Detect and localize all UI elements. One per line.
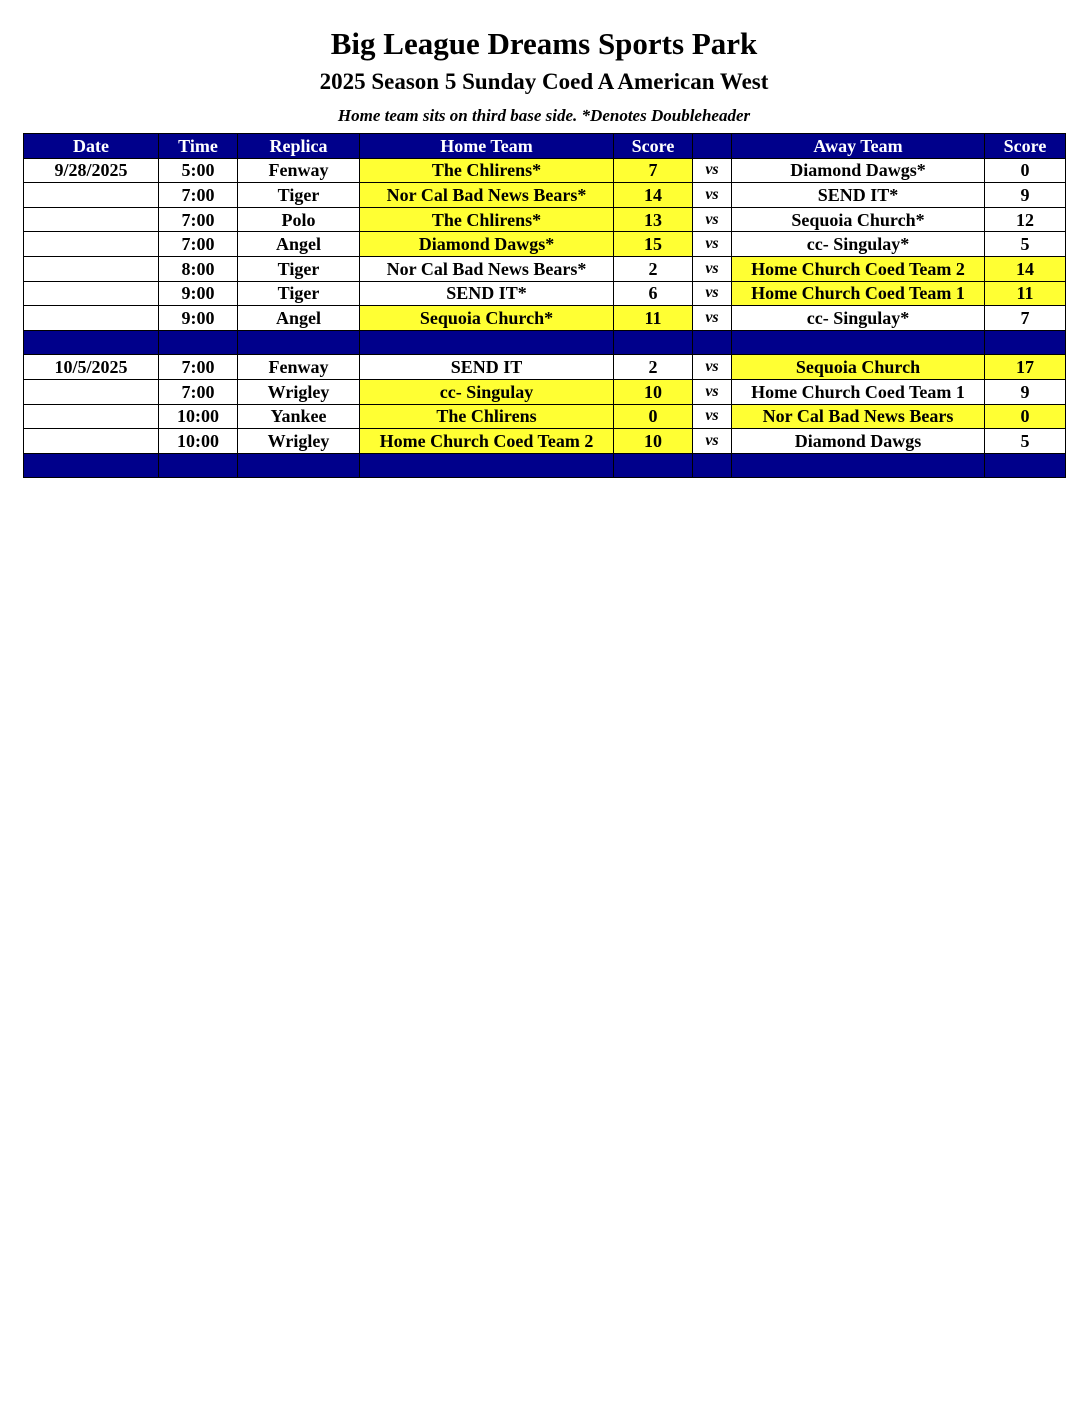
header-away-team: Away Team: [732, 134, 985, 159]
game-date: [24, 183, 159, 208]
away-team: cc- Singulay*: [732, 232, 985, 257]
game-date: 10/5/2025: [24, 355, 159, 380]
table-row: [24, 183, 1066, 208]
away-score: 9: [985, 379, 1066, 404]
game-time: 7:00: [159, 207, 238, 232]
field-replica: Tiger: [238, 256, 360, 281]
schedule-body: [24, 158, 1066, 478]
spacer-cell: [614, 330, 693, 355]
away-team: Home Church Coed Team 2: [732, 256, 985, 281]
table-row: [24, 158, 1066, 183]
home-score: 11: [614, 306, 693, 331]
spacer-cell: [238, 453, 360, 478]
doubleheader-note: Home team sits on third base side. *Denotes Doubleheader: [337, 106, 751, 125]
versus-label: vs: [693, 183, 732, 208]
spacer-cell: [985, 453, 1066, 478]
home-score: 14: [614, 183, 693, 208]
away-team: Diamond Dawgs*: [732, 158, 985, 183]
spacer-cell: [24, 330, 159, 355]
away-score: 14: [985, 256, 1066, 281]
table-row: [24, 379, 1066, 404]
away-team: SEND IT*: [732, 183, 985, 208]
versus-label: vs: [693, 355, 732, 380]
home-score: 10: [614, 429, 693, 454]
document-subtitle: 2025 Season 5 Sunday Coed A American West: [319, 69, 769, 94]
field-replica: Fenway: [238, 158, 360, 183]
home-team: Nor Cal Bad News Bears*: [360, 183, 614, 208]
game-date: [24, 429, 159, 454]
table-row: [24, 306, 1066, 331]
spacer-cell: [238, 330, 360, 355]
table-header-row: [24, 134, 1066, 159]
home-team: SEND IT: [360, 355, 614, 380]
home-score: 15: [614, 232, 693, 257]
away-team: Sequoia Church: [732, 355, 985, 380]
field-replica: Wrigley: [238, 379, 360, 404]
versus-label: vs: [693, 379, 732, 404]
game-time: 10:00: [159, 404, 238, 429]
field-replica: Angel: [238, 232, 360, 257]
home-team: Sequoia Church*: [360, 306, 614, 331]
spacer-cell: [360, 330, 614, 355]
game-time: 8:00: [159, 256, 238, 281]
game-time: 7:00: [159, 232, 238, 257]
game-time: 10:00: [159, 429, 238, 454]
document-title: Big League Dreams Sports Park: [330, 26, 758, 61]
away-score: 0: [985, 158, 1066, 183]
game-time: 7:00: [159, 379, 238, 404]
away-score: 5: [985, 232, 1066, 257]
away-score: 11: [985, 281, 1066, 306]
home-team: cc- Singulay: [360, 379, 614, 404]
field-replica: Fenway: [238, 355, 360, 380]
game-date: [24, 379, 159, 404]
spacer-cell: [24, 453, 159, 478]
away-score: 0: [985, 404, 1066, 429]
spacer-cell: [614, 453, 693, 478]
home-team: Nor Cal Bad News Bears*: [360, 256, 614, 281]
game-time: 7:00: [159, 183, 238, 208]
away-team: Home Church Coed Team 1: [732, 379, 985, 404]
away-score: 12: [985, 207, 1066, 232]
spacer-cell: [732, 330, 985, 355]
versus-label: vs: [693, 256, 732, 281]
home-team: The Chlirens*: [360, 158, 614, 183]
away-score: 7: [985, 306, 1066, 331]
header-home-score: Score: [614, 134, 693, 159]
home-score: 6: [614, 281, 693, 306]
game-date: [24, 281, 159, 306]
spacer-row: [24, 453, 1066, 478]
field-replica: Yankee: [238, 404, 360, 429]
game-time: 9:00: [159, 306, 238, 331]
game-date: [24, 207, 159, 232]
table-row: [24, 429, 1066, 454]
versus-label: vs: [693, 404, 732, 429]
spacer-cell: [360, 453, 614, 478]
field-replica: Tiger: [238, 281, 360, 306]
home-team: Diamond Dawgs*: [360, 232, 614, 257]
away-team: cc- Singulay*: [732, 306, 985, 331]
field-replica: Polo: [238, 207, 360, 232]
versus-label: vs: [693, 207, 732, 232]
table-row: [24, 232, 1066, 257]
versus-label: vs: [693, 306, 732, 331]
header-replica: Replica: [238, 134, 360, 159]
versus-label: vs: [693, 281, 732, 306]
header-time: Time: [159, 134, 238, 159]
table-row: [24, 207, 1066, 232]
away-score: 5: [985, 429, 1066, 454]
game-date: [24, 306, 159, 331]
home-team: The Chlirens*: [360, 207, 614, 232]
versus-label: vs: [693, 429, 732, 454]
game-time: 7:00: [159, 355, 238, 380]
home-score: 10: [614, 379, 693, 404]
spacer-cell: [693, 330, 732, 355]
game-date: [24, 404, 159, 429]
game-date: [24, 232, 159, 257]
spacer-cell: [732, 453, 985, 478]
header-home-team: Home Team: [360, 134, 614, 159]
home-score: 2: [614, 355, 693, 380]
game-date: 9/28/2025: [24, 158, 159, 183]
home-team: SEND IT*: [360, 281, 614, 306]
home-team: The Chlirens: [360, 404, 614, 429]
home-score: 7: [614, 158, 693, 183]
away-team: Nor Cal Bad News Bears: [732, 404, 985, 429]
spacer-cell: [159, 453, 238, 478]
home-score: 13: [614, 207, 693, 232]
game-date: [24, 256, 159, 281]
spacer-row: [24, 330, 1066, 355]
versus-label: vs: [693, 232, 732, 257]
away-team: Sequoia Church*: [732, 207, 985, 232]
schedule-table: [23, 133, 1066, 478]
header-date: Date: [24, 134, 159, 159]
spacer-cell: [693, 453, 732, 478]
field-replica: Wrigley: [238, 429, 360, 454]
table-row: [24, 281, 1066, 306]
spacer-cell: [985, 330, 1066, 355]
field-replica: Tiger: [238, 183, 360, 208]
home-score: 2: [614, 256, 693, 281]
home-score: 0: [614, 404, 693, 429]
game-time: 5:00: [159, 158, 238, 183]
home-team: Home Church Coed Team 2: [360, 429, 614, 454]
spacer-cell: [159, 330, 238, 355]
field-replica: Angel: [238, 306, 360, 331]
away-team: Diamond Dawgs: [732, 429, 985, 454]
game-time: 9:00: [159, 281, 238, 306]
away-team: Home Church Coed Team 1: [732, 281, 985, 306]
table-row: [24, 404, 1066, 429]
table-row: [24, 256, 1066, 281]
away-score: 9: [985, 183, 1066, 208]
versus-label: vs: [693, 158, 732, 183]
away-score: 17: [985, 355, 1066, 380]
header-away-score: Score: [985, 134, 1066, 159]
table-row: [24, 355, 1066, 380]
header-vs: [693, 134, 732, 159]
